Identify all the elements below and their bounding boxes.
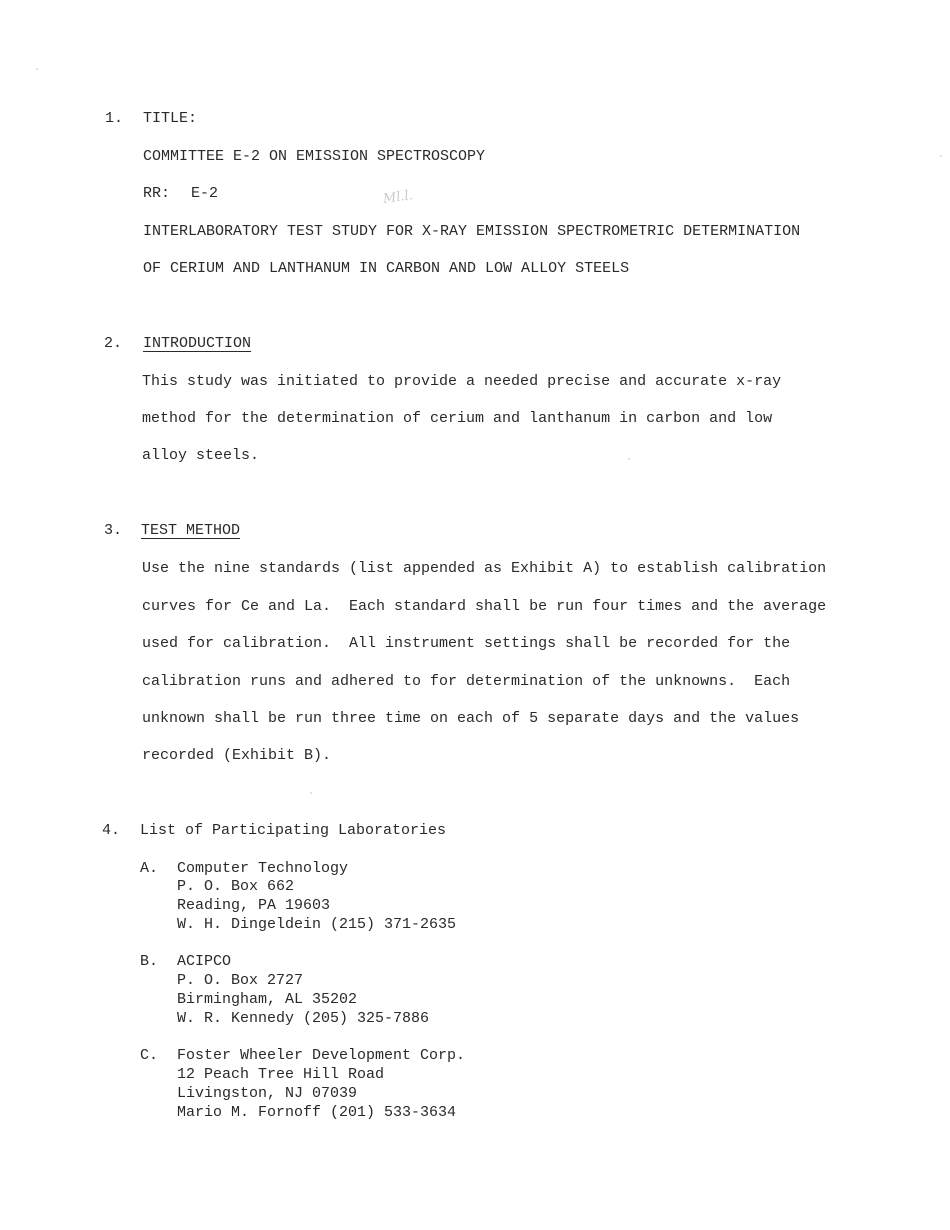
lab-b-letter: B. bbox=[140, 953, 159, 970]
lab-c-name: Foster Wheeler Development Corp. bbox=[177, 1047, 466, 1064]
method-line-3: used for calibration. All instrument settings shall be recorded for the bbox=[142, 635, 791, 652]
section-3-heading: TEST METHOD bbox=[141, 522, 241, 539]
study-title-line-2: OF CERIUM AND LANTHANUM IN CARBON AND LOW ALLOY STEELS bbox=[143, 260, 630, 277]
method-line-5: unknown shall be run three time on each of 5 separate days and the values bbox=[142, 710, 800, 727]
method-line-1: Use the nine standards (list appended as Exhibit A) to establish calibration bbox=[142, 560, 827, 577]
lab-a-address-1: P. O. Box 662 bbox=[177, 878, 295, 895]
intro-line-3: alloy steels. bbox=[142, 447, 260, 464]
handwritten-initials: Ml.l. bbox=[382, 187, 414, 208]
lab-b-address-2: Birmingham, AL 35202 bbox=[177, 991, 358, 1008]
lab-b-contact: W. R. Kennedy (205) 325-7886 bbox=[177, 1010, 430, 1027]
rr-label: RR: bbox=[143, 185, 171, 202]
section-4-heading: List of Participating Laboratories bbox=[140, 822, 447, 839]
scan-speck bbox=[940, 155, 942, 157]
lab-c-address-1: 12 Peach Tree Hill Road bbox=[177, 1066, 385, 1083]
rr-value: E-2 bbox=[191, 185, 219, 202]
scan-speck bbox=[36, 68, 38, 70]
lab-b-address-1: P. O. Box 2727 bbox=[177, 972, 304, 989]
method-line-4: calibration runs and adhered to for determination of the unknowns. Each bbox=[142, 673, 791, 690]
scan-speck bbox=[310, 792, 312, 794]
scan-speck bbox=[628, 458, 630, 460]
section-2-heading: INTRODUCTION bbox=[143, 335, 252, 352]
lab-c-contact: Mario M. Fornoff (201) 533-3634 bbox=[177, 1104, 457, 1121]
lab-a-address-2: Reading, PA 19603 bbox=[177, 897, 331, 914]
intro-line-1: This study was initiated to provide a needed precise and accurate x-ray bbox=[142, 373, 782, 390]
method-line-6: recorded (Exhibit B). bbox=[142, 747, 332, 764]
method-line-2: curves for Ce and La. Each standard shall be run four times and the average bbox=[142, 598, 827, 615]
intro-line-2: method for the determination of cerium and lanthanum in carbon and low bbox=[142, 410, 773, 427]
lab-b-name: ACIPCO bbox=[177, 953, 232, 970]
section-4-number: 4. bbox=[102, 822, 121, 839]
study-title-line-1: INTERLABORATORY TEST STUDY FOR X-RAY EMISSION SPECTROMETRIC DETERMINATION bbox=[143, 223, 801, 240]
section-1-number: 1. bbox=[105, 110, 124, 127]
section-3-number: 3. bbox=[104, 522, 123, 539]
lab-c-address-2: Livingston, NJ 07039 bbox=[177, 1085, 358, 1102]
section-2-number: 2. bbox=[104, 335, 123, 352]
lab-a-letter: A. bbox=[140, 860, 159, 877]
committee-name: COMMITTEE E-2 ON EMISSION SPECTROSCOPY bbox=[143, 148, 486, 165]
lab-c-letter: C. bbox=[140, 1047, 159, 1064]
section-1-heading: TITLE: bbox=[143, 110, 198, 127]
lab-a-name: Computer Technology bbox=[177, 860, 349, 877]
lab-a-contact: W. H. Dingeldein (215) 371-2635 bbox=[177, 916, 457, 933]
